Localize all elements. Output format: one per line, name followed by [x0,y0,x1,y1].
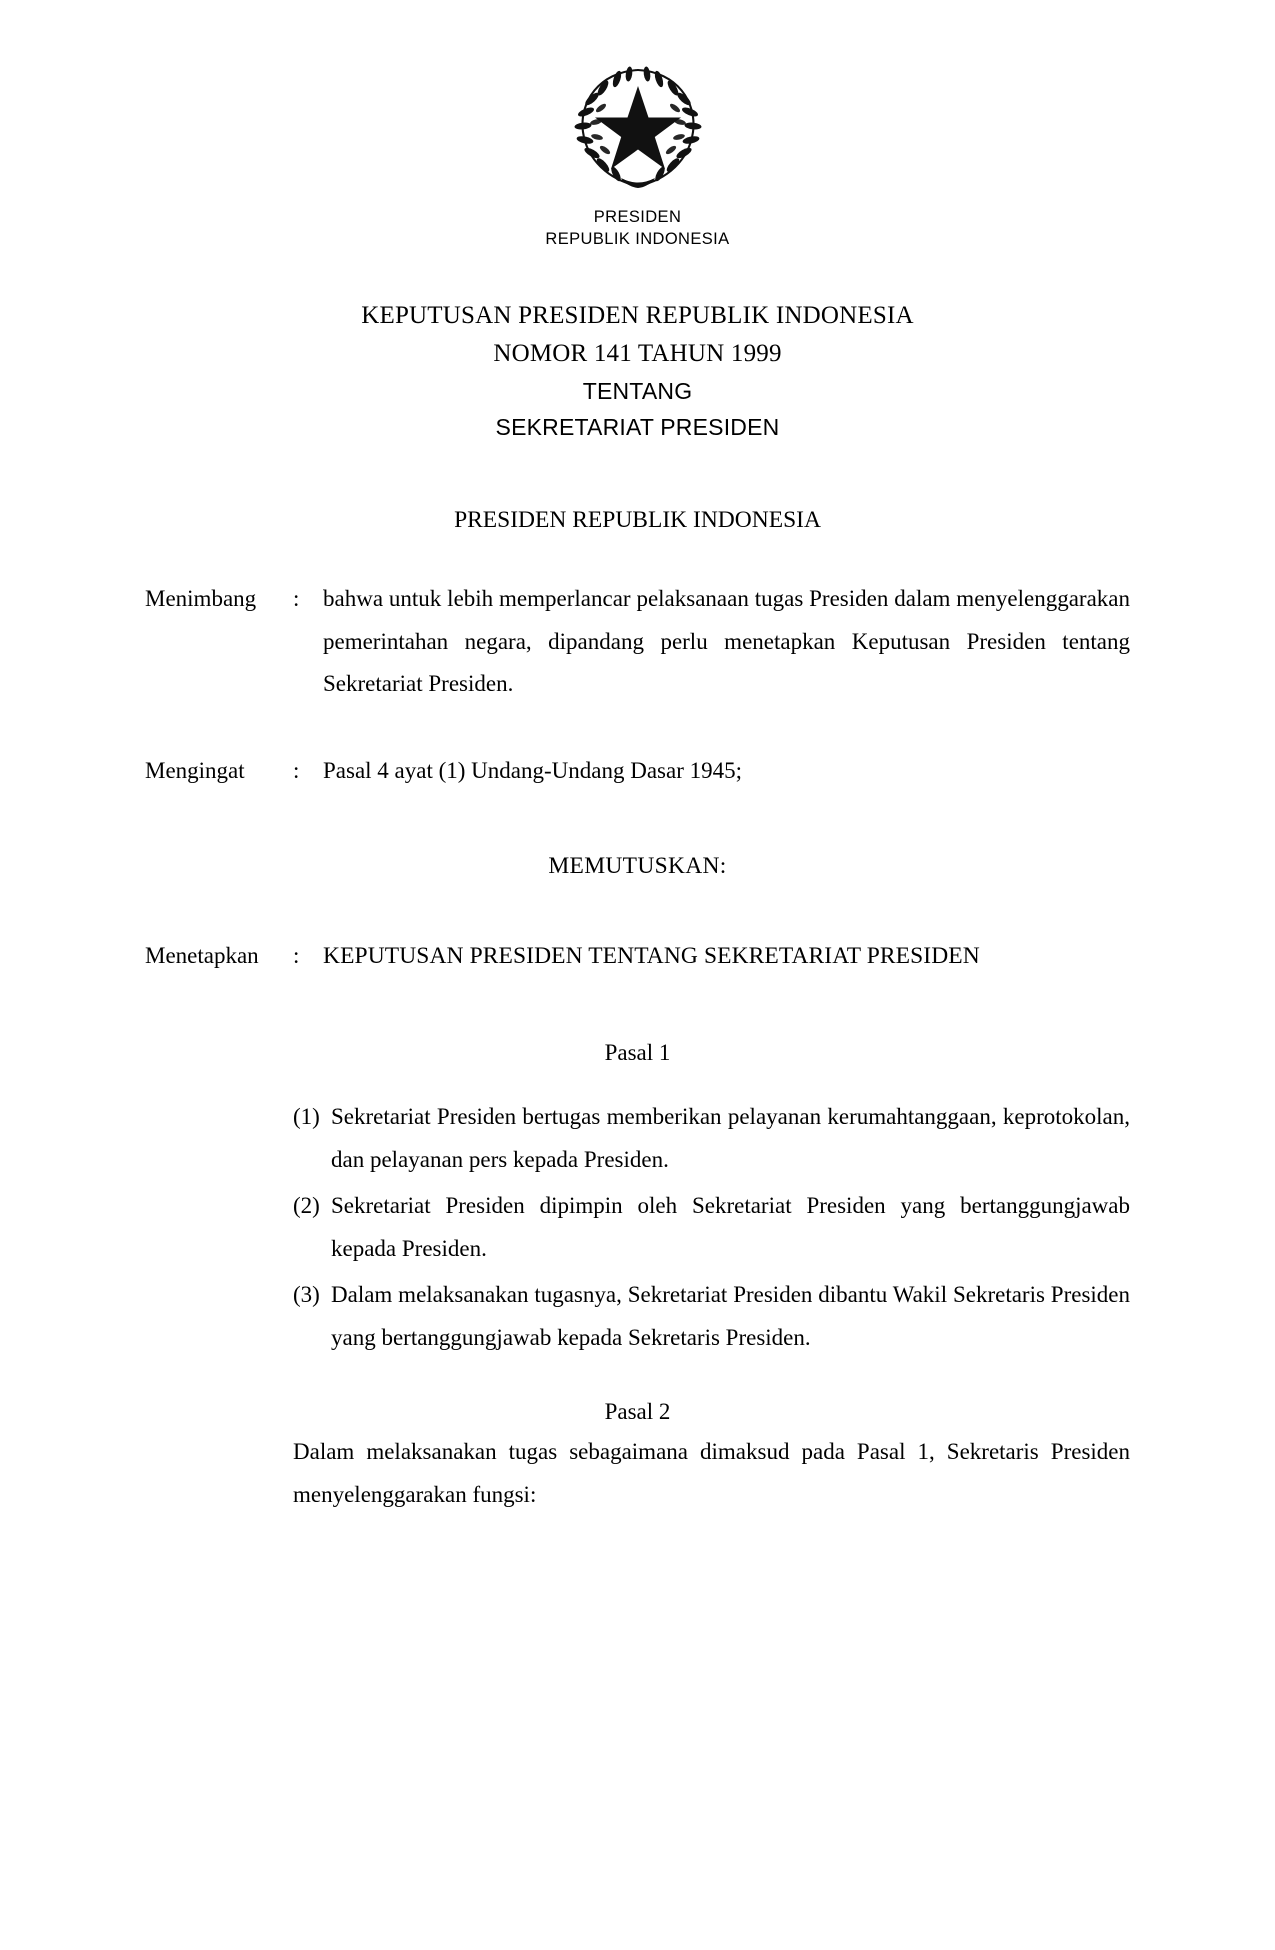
clause-mengingat-label: Mengingat [145,757,245,783]
memutuskan-heading: MEMUTUSKAN: [548,852,727,879]
list-item-number: (2) [293,1193,320,1219]
clause-menimbang-colon: : [293,586,300,612]
clause-menimbang-label: Menimbang [145,586,257,612]
list-item-number: (3) [293,1282,320,1308]
clause-menetapkan-text: KEPUTUSAN PRESIDEN TENTANG SEKRETARIAT PRESIDEN [323,942,980,969]
list-item-number: (1) [293,1103,320,1129]
list-item-text: Sekretariat Presiden dipimpin oleh Sekretariat Presiden yang bertanggungjawab kepada Presiden. [331,1193,1130,1261]
clause-menimbang-text: bahwa untuk lebih memperlancar pelaksanaan tugas Presiden dalam menyelenggarakan pemerintahan negara, dipandang perlu menetapkan Keputusan Presiden tentang Sekretariat Presiden. [323,586,1130,697]
clause-menetapkan-label: Menetapkan [145,942,259,968]
header-republik-indonesia: REPUBLIK INDONESIA [545,230,730,249]
pasal-1-heading: Pasal 1 [604,1039,671,1065]
clause-menimbang [145,578,1130,706]
list-item-text: Dalam melaksanakan tugasnya, Sekretariat Presiden dibantu Wakil Sekretaris Presiden yang bertanggungjawab kepada Sekretaris Presiden. [331,1282,1130,1350]
list-item [293,1185,1130,1270]
pasal-2-paragraph: Dalam melaksanakan tugas sebagaimana dimaksud pada Pasal 1, Sekretaris Presiden menyelenggarakan fungsi: [293,1439,1130,1507]
list-item [293,1274,1130,1359]
title-nomor: NOMOR 141 TAHUN 1999 [493,340,782,368]
clause-menetapkan-colon: : [293,942,300,968]
document-title-block [145,297,1130,446]
header-presiden: PRESIDEN [593,208,682,226]
emblem-container [145,50,1130,200]
title-subjek: SEKRETARIAT PRESIDEN [495,413,780,440]
title-keputusan-presiden: KEPUTUSAN PRESIDEN REPUBLIK INDONESIA [361,301,914,329]
clause-mengingat-text: Pasal 4 ayat (1) Undang-Undang Dasar 1945; [323,757,742,783]
clause-menetapkan [145,935,1130,978]
garuda-star-wreath-icon [563,50,713,200]
document-header [145,206,1130,251]
pasal-2-heading: Pasal 2 [604,1399,671,1425]
list-item-text: Sekretariat Presiden bertugas memberikan pelayanan kerumahtanggaan, keprotokolan, dan pelayanan pers kepada Presiden. [331,1103,1130,1172]
title-tentang: TENTANG [582,378,693,405]
clause-mengingat [145,750,1130,793]
pasal-1-items [145,1096,1130,1359]
clause-mengingat-colon: : [293,757,300,783]
list-item [293,1096,1130,1181]
issuer-line: PRESIDEN REPUBLIK INDONESIA [454,507,821,534]
